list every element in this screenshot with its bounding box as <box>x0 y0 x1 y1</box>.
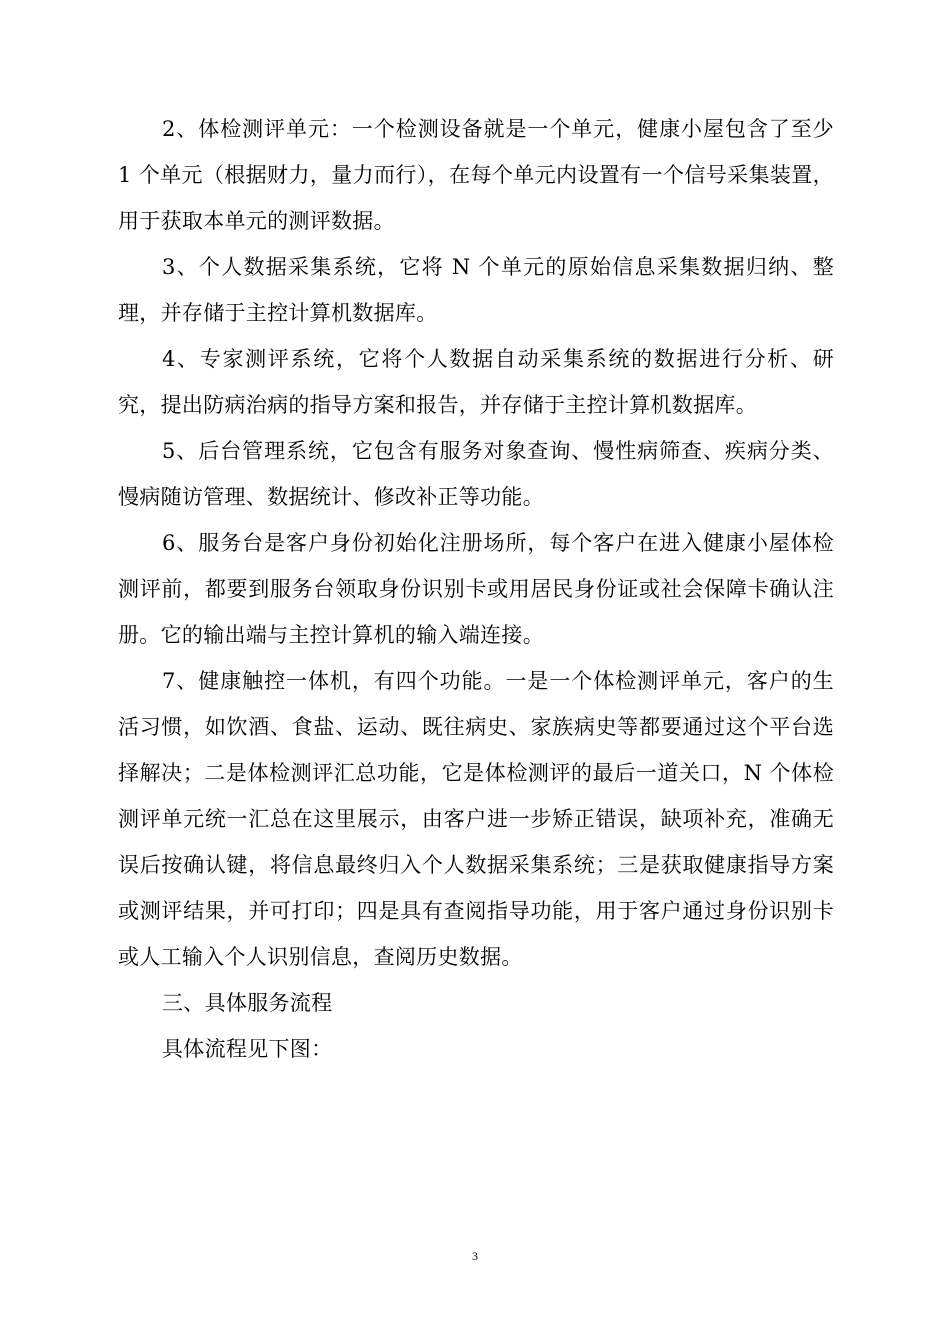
paragraph-item-4: 4、专家测评系统，它将个人数据自动采集系统的数据进行分析、研究，提出防病治病的指导方案和报告，并存储于主控计算机数据库。 <box>118 347 834 417</box>
flow-intro: 具体流程见下图： <box>162 1037 333 1061</box>
paragraph-item-3: 3、个人数据采集系统，它将 N 个单元的原始信息采集数据归纳、整理，并存储于主控计算机数据库。 <box>118 255 834 325</box>
paragraph-item-2: 2、体检测评单元：一个检测设备就是一个单元，健康小屋包含了至少 1 个单元（根据财力，量力而行），在每个单元内设置有一个信号采集装置，用于获取本单元的测评数据。 <box>118 117 834 233</box>
section-heading: 三、具体服务流程 <box>162 991 333 1015</box>
paragraph-item-6: 6、服务台是客户身份初始化注册场所，每个客户在进入健康小屋体检测评前，都要到服务台领取身份识别卡或用居民身份证或社会保障卡确认注册。它的输出端与主控计算机的输入端连接。 <box>118 531 834 647</box>
body-text <box>118 106 834 1072</box>
page-number: 3 <box>472 1249 478 1263</box>
paragraph-item-7: 7、健康触控一体机，有四个功能。一是一个体检测评单元，客户的生活习惯，如饮酒、食盐、运动、既往病史、家族病史等都要通过这个平台选择解决；二是体检测评汇总功能，它是体检测评的最后一道关口，N 个体检测评单元统一汇总在这里展示，由客户进一步矫正错误，缺项补充，准确无误后按确认键，将信息最终归入个人数据采集系统；三是获取健康指导方案或测评结果，并可打印；四是具有查阅指导功能，用于客户通过身份识别卡或人工输入个人识别信息，查阅历史数据。 <box>118 669 834 969</box>
paragraph-item-5: 5、后台管理系统，它包含有服务对象查询、慢性病筛查、疾病分类、慢病随访管理、数据统计、修改补正等功能。 <box>118 439 834 509</box>
